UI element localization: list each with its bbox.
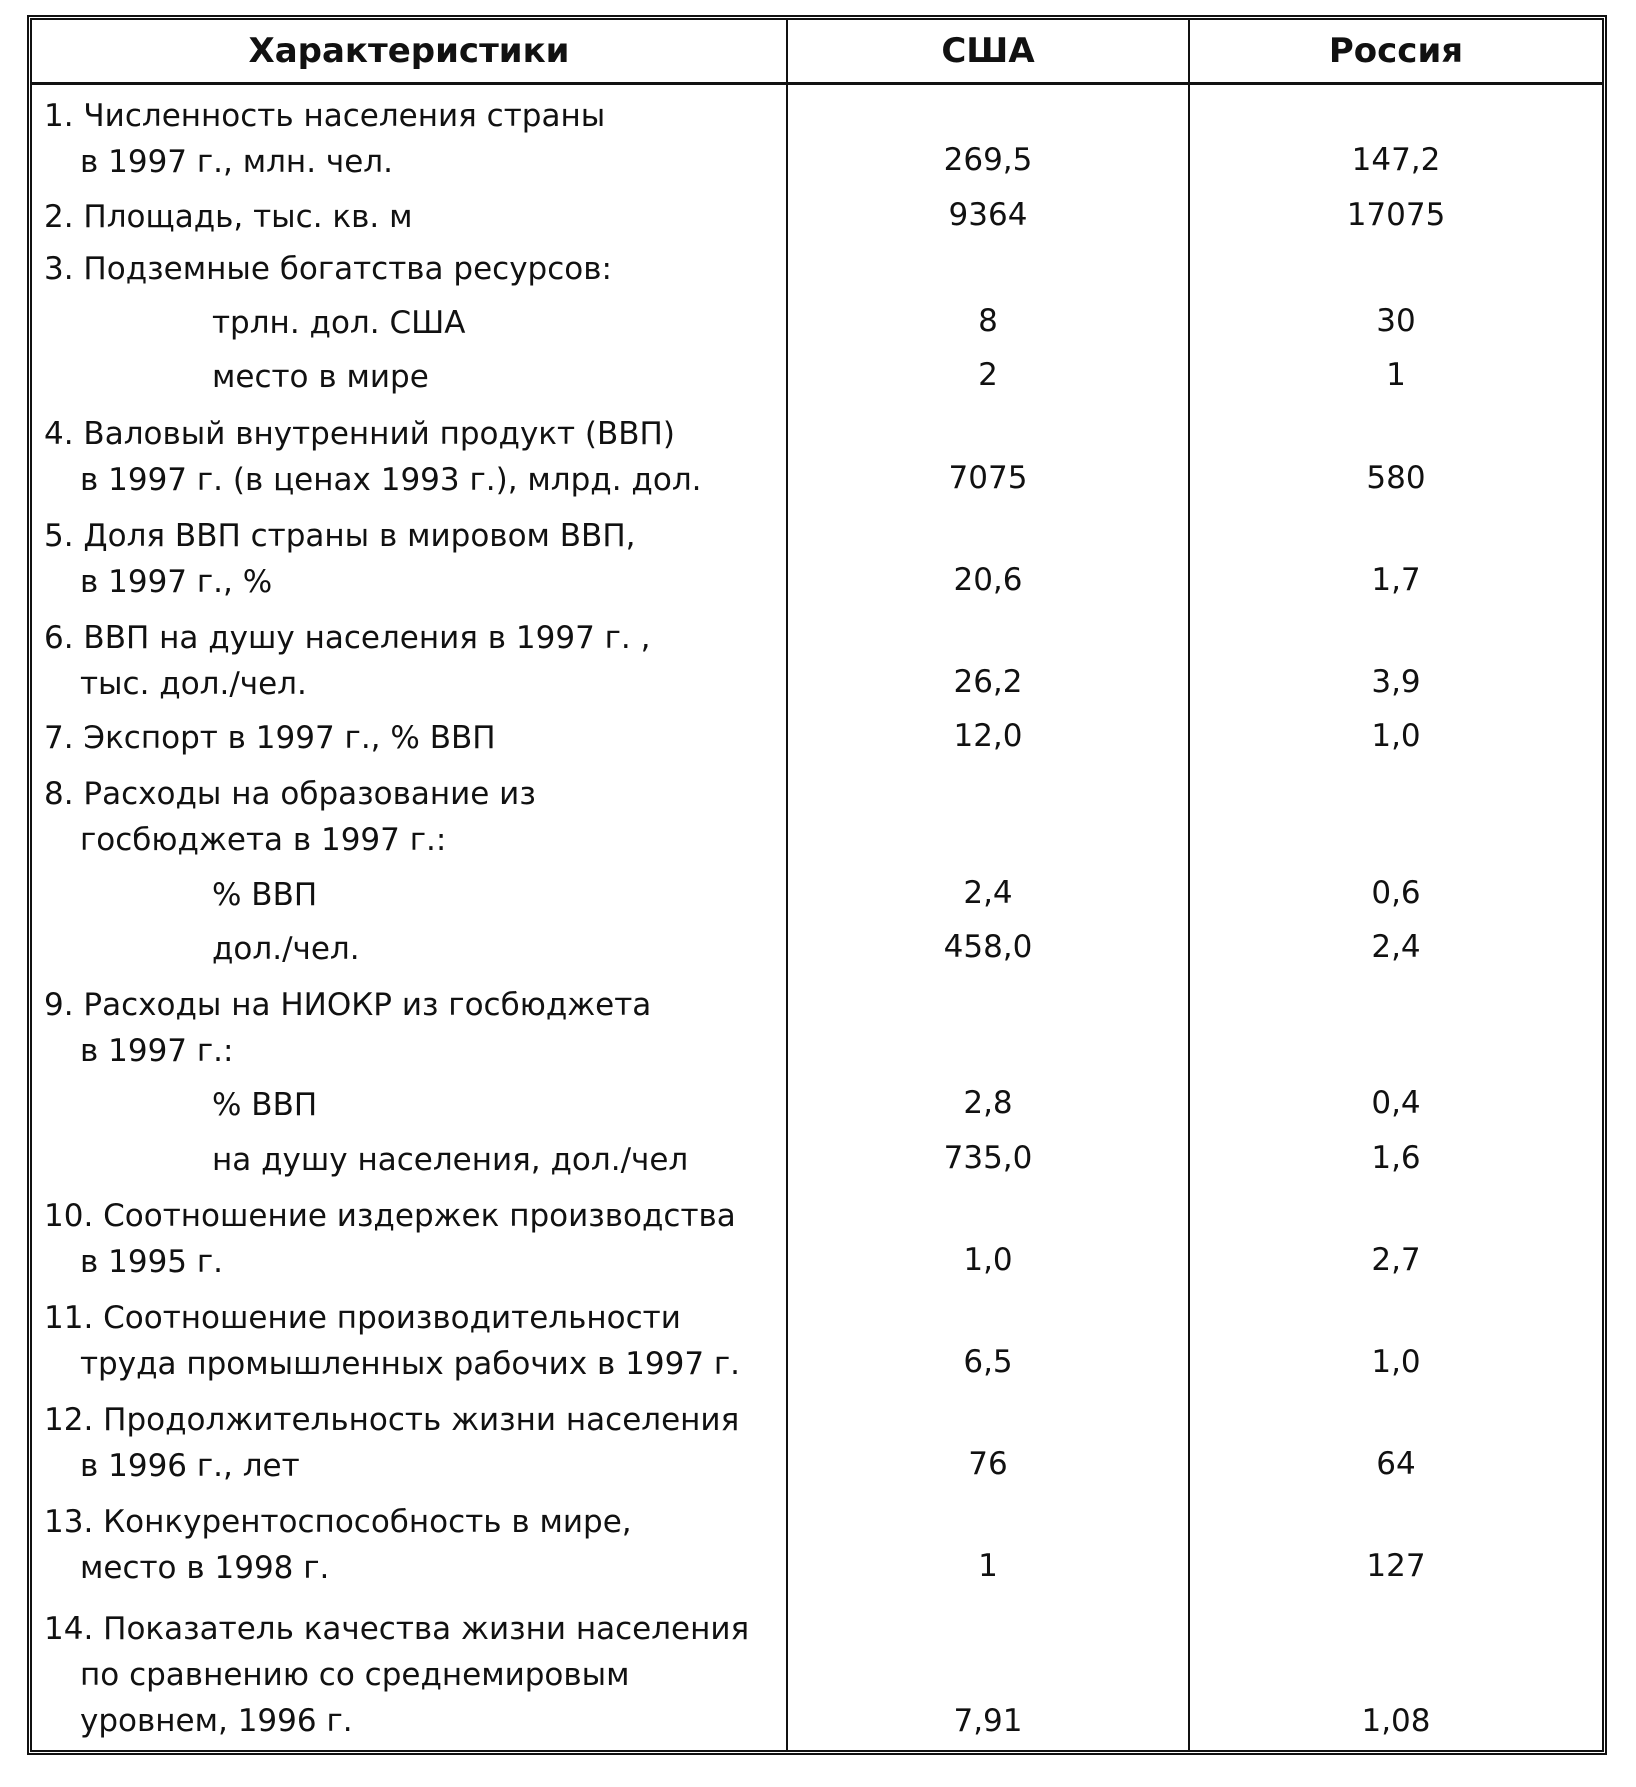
usa-value: 8 (787, 294, 1189, 348)
usa-value: 2,4 (787, 865, 1189, 919)
russia-value (1189, 974, 1602, 1076)
table-row (32, 763, 1602, 865)
characteristic-text: 8. Расходы на образование из (44, 776, 536, 813)
characteristic-cell (32, 505, 787, 607)
russia-value: 30 (1189, 294, 1602, 348)
comparison-table-frame (27, 15, 1607, 1755)
characteristic-cell (32, 709, 787, 763)
usa-value: 2 (787, 348, 1189, 402)
russia-value: 1,7 (1189, 505, 1602, 607)
characteristic-text: в 1995 г. (80, 1243, 224, 1280)
header-usa: США (787, 20, 1189, 84)
characteristic-text: по сравнению со среднемировым (80, 1657, 630, 1693)
characteristic-text: в 1996 г., лет (80, 1448, 300, 1485)
characteristic-cell (32, 1593, 787, 1750)
table-row (32, 607, 1602, 709)
characteristic-cell (32, 294, 787, 348)
characteristic-text: место в мире (212, 359, 429, 396)
characteristic-text: % ВВП (212, 876, 318, 913)
characteristic-text: 5. Доля ВВП страны в мировом ВВП, (44, 517, 636, 554)
characteristic-text: в 1997 г., % (80, 563, 273, 600)
russia-value (1189, 763, 1602, 865)
russia-value: 1,0 (1189, 709, 1602, 763)
characteristic-cell (32, 1491, 787, 1593)
russia-value: 1,6 (1189, 1130, 1602, 1184)
table-row (32, 242, 1602, 294)
characteristic-cell (32, 1076, 787, 1130)
characteristic-text: трлн. дол. США (212, 305, 466, 342)
table-row (32, 1130, 1602, 1184)
russia-value: 0,4 (1189, 1076, 1602, 1130)
russia-value: 147,2 (1189, 84, 1602, 188)
characteristic-cell (32, 187, 787, 241)
table-row (32, 84, 1602, 188)
table-body (32, 84, 1602, 1751)
table-row (32, 1185, 1602, 1287)
russia-value: 64 (1189, 1389, 1602, 1491)
usa-value: 9364 (787, 187, 1189, 241)
table-row (32, 505, 1602, 607)
characteristic-text: госбюджета в 1997 г.: (80, 822, 447, 859)
characteristic-text: 10. Соотношение издержек производства (44, 1197, 736, 1234)
header-russia: Россия (1189, 20, 1602, 84)
table-row (32, 974, 1602, 1076)
usa-value (787, 242, 1189, 294)
characteristic-text: 9. Расходы на НИОКР из госбюджета (44, 987, 652, 1024)
table-row (32, 709, 1602, 763)
usa-value: 26,2 (787, 607, 1189, 709)
characteristic-cell (32, 607, 787, 709)
characteristic-text: % ВВП (212, 1087, 318, 1124)
usa-value: 2,8 (787, 1076, 1189, 1130)
russia-value: 1,08 (1189, 1593, 1602, 1750)
table-row (32, 1491, 1602, 1593)
table-row (32, 348, 1602, 402)
russia-value: 127 (1189, 1491, 1602, 1593)
characteristic-text: уровнем, 1996 г. (80, 1703, 353, 1739)
characteristic-text: 12. Продолжительность жизни населения (44, 1402, 740, 1439)
characteristic-cell (32, 1389, 787, 1491)
characteristic-cell (32, 865, 787, 919)
characteristic-cell (32, 402, 787, 504)
usa-value: 269,5 (787, 84, 1189, 188)
characteristic-text: 13. Конкурентоспособность в мире, (44, 1504, 632, 1541)
table-row (32, 294, 1602, 348)
russia-value: 580 (1189, 402, 1602, 504)
usa-value: 7,91 (787, 1593, 1189, 1750)
characteristic-cell (32, 974, 787, 1076)
characteristic-text: дол./чел. (212, 930, 360, 967)
usa-value: 6,5 (787, 1287, 1189, 1389)
table-row (32, 402, 1602, 504)
russia-value: 2,7 (1189, 1185, 1602, 1287)
russia-value: 1,0 (1189, 1287, 1602, 1389)
table-row (32, 187, 1602, 241)
characteristic-cell (32, 920, 787, 974)
characteristic-text: 14. Показатель качества жизни населения (44, 1611, 750, 1647)
usa-value: 7075 (787, 402, 1189, 504)
russia-value: 0,6 (1189, 865, 1602, 919)
characteristic-cell (32, 348, 787, 402)
characteristic-cell (32, 1130, 787, 1184)
table-row (32, 1287, 1602, 1389)
characteristic-text: 6. ВВП на душу населения в 1997 г. , (44, 619, 651, 656)
table-row (32, 865, 1602, 919)
characteristic-text: в 1997 г.: (80, 1033, 234, 1070)
table-row (32, 920, 1602, 974)
russia-value: 3,9 (1189, 607, 1602, 709)
characteristic-text: 11. Соотношение производительности (44, 1300, 681, 1337)
comparison-table (32, 20, 1602, 1750)
table-row (32, 1593, 1602, 1750)
usa-value: 76 (787, 1389, 1189, 1491)
usa-value: 20,6 (787, 505, 1189, 607)
characteristic-text: 4. Валовый внутренний продукт (ВВП) (44, 415, 675, 452)
characteristic-cell (32, 242, 787, 294)
table-row (32, 1076, 1602, 1130)
characteristic-text: 2. Площадь, тыс. кв. м (44, 198, 413, 235)
header-characteristics: Характеристики (32, 20, 787, 84)
usa-value: 735,0 (787, 1130, 1189, 1184)
usa-value (787, 763, 1189, 865)
russia-value: 17075 (1189, 187, 1602, 241)
characteristic-text: в 1997 г., млн. чел. (80, 144, 393, 181)
usa-value: 458,0 (787, 920, 1189, 974)
characteristic-text: место в 1998 г. (80, 1550, 330, 1587)
russia-value: 1 (1189, 348, 1602, 402)
characteristic-text: на душу населения, дол./чел (212, 1141, 689, 1178)
russia-value: 2,4 (1189, 920, 1602, 974)
characteristic-text: труда промышленных рабочих в 1997 г. (80, 1346, 741, 1383)
characteristic-text: тыс. дол./чел. (80, 665, 307, 702)
characteristic-text: 1. Численность населения страны (44, 98, 606, 135)
characteristic-text: в 1997 г. (в ценах 1993 г.), млрд. дол. (80, 461, 702, 498)
characteristic-cell (32, 1185, 787, 1287)
russia-value (1189, 242, 1602, 294)
usa-value: 1,0 (787, 1185, 1189, 1287)
table-row (32, 1389, 1602, 1491)
characteristic-text: 7. Экспорт в 1997 г., % ВВП (44, 720, 496, 757)
characteristic-cell (32, 763, 787, 865)
usa-value: 1 (787, 1491, 1189, 1593)
characteristic-cell (32, 84, 787, 188)
characteristic-text: 3. Подземные богатства ресурсов: (44, 250, 612, 287)
characteristic-cell (32, 1287, 787, 1389)
usa-value: 12,0 (787, 709, 1189, 763)
header-row (32, 20, 1602, 84)
usa-value (787, 974, 1189, 1076)
